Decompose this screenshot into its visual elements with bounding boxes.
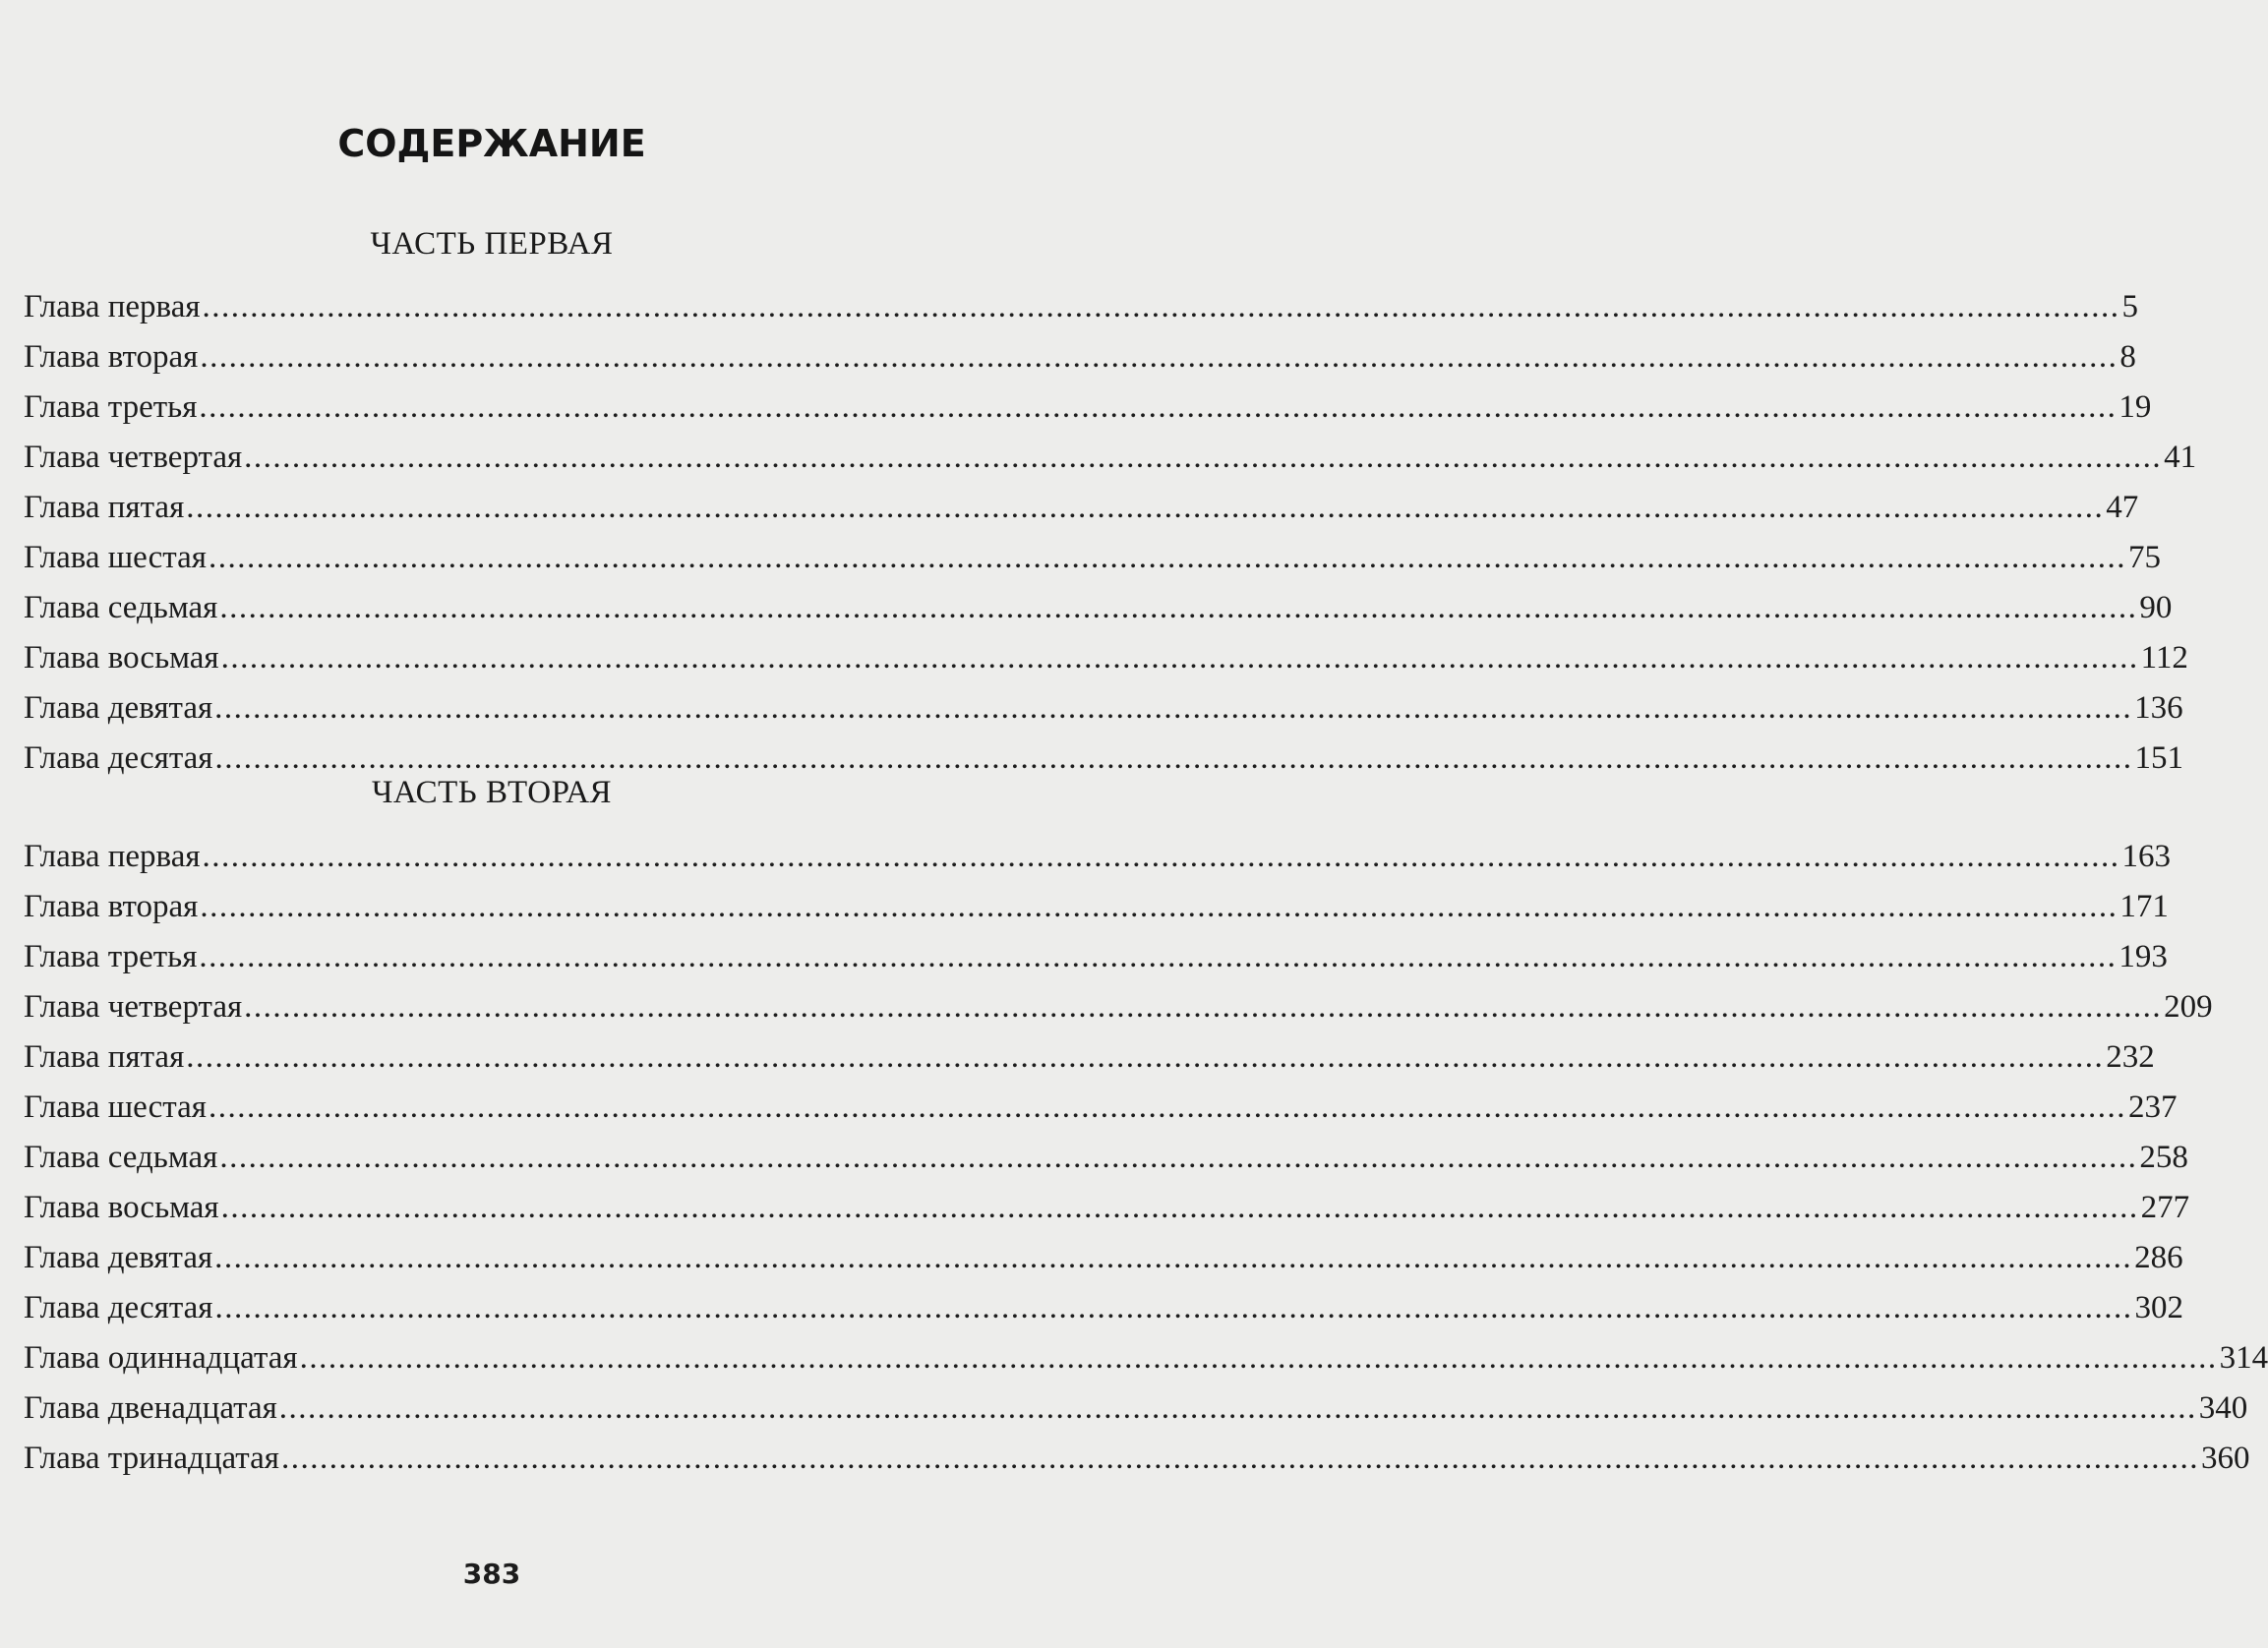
- toc-entry-page: 237: [2127, 1089, 2178, 1125]
- toc-entry-label: Глава одиннадцатая: [24, 1340, 298, 1376]
- dot-leader: ........................................................................................................................................................................................................: [220, 640, 2139, 676]
- dot-leader: ........................................................................................................................................................................................................: [202, 839, 2120, 874]
- toc-entry-page: 136: [2134, 690, 2183, 726]
- dot-leader: ........................................................................................................................................................................................................: [214, 1290, 2133, 1325]
- dot-leader: ........................................................................................................................................................................................................: [244, 989, 2163, 1025]
- toc-entry-page: 171: [2119, 889, 2169, 924]
- toc-entry-label: Глава шестая: [24, 1089, 207, 1125]
- toc-entry: [24, 1290, 2183, 1340]
- toc-entry-page: 151: [2134, 740, 2183, 776]
- dot-leader: ........................................................................................................................................................................................................: [219, 590, 2138, 625]
- toc-entry: [24, 1240, 2183, 1290]
- toc-entry-label: Глава двенадцатая: [24, 1390, 277, 1426]
- toc-entry-page: 193: [2119, 939, 2168, 974]
- page-number: 383: [462, 1558, 521, 1590]
- toc-entry-page: 8: [2119, 339, 2136, 375]
- toc-entry-label: Глава десятая: [24, 740, 213, 776]
- dot-leader: ........................................................................................................................................................................................................: [199, 939, 2118, 974]
- toc-entry-page: 340: [2198, 1390, 2248, 1426]
- toc-entry-page: 302: [2134, 1290, 2183, 1325]
- page-title: СОДЕРЖАНИЕ: [337, 122, 646, 165]
- toc-entry-page: 47: [2106, 490, 2139, 525]
- toc-entry: [24, 1441, 2250, 1491]
- toc-entry-label: Глава пятая: [24, 1039, 185, 1075]
- toc-entry: [24, 1140, 2188, 1190]
- dot-leader: ........................................................................................................................................................................................................: [214, 690, 2133, 726]
- dot-leader: ........................................................................................................................................................................................................: [280, 1441, 2199, 1476]
- toc-entry-label: Глава восьмая: [24, 640, 219, 676]
- toc-entry: [24, 339, 2136, 389]
- toc-entry: [24, 389, 2152, 440]
- toc-entry-label: Глава четвертая: [24, 440, 243, 475]
- toc-entry: [24, 939, 2168, 989]
- toc-entry-label: Глава третья: [24, 939, 198, 974]
- toc-entry-page: 232: [2106, 1039, 2155, 1075]
- dot-leader: ........................................................................................................................................................................................................: [219, 1140, 2138, 1175]
- toc-entry: [24, 690, 2183, 740]
- toc-entry-label: Глава вторая: [24, 339, 199, 375]
- toc-entry: [24, 1340, 2268, 1390]
- dot-leader: ........................................................................................................................................................................................................: [186, 490, 2105, 525]
- toc-entry-label: Глава седьмая: [24, 590, 218, 625]
- toc-entry-label: Глава девятая: [24, 1240, 213, 1275]
- toc-entry-page: 41: [2164, 440, 2197, 475]
- dot-leader: ........................................................................................................................................................................................................: [214, 740, 2133, 776]
- toc-entry: [24, 1390, 2248, 1441]
- toc-entry: [24, 1039, 2155, 1089]
- toc-entry: [24, 640, 2188, 690]
- toc-entry-page: 209: [2164, 989, 2213, 1025]
- toc-entry-label: Глава первая: [24, 289, 201, 324]
- dot-leader: ........................................................................................................................................................................................................: [278, 1390, 2197, 1426]
- toc-entry-label: Глава четвертая: [24, 989, 243, 1025]
- toc-entry-page: 360: [2200, 1441, 2250, 1476]
- toc-entry: [24, 1190, 2190, 1240]
- dot-leader: ........................................................................................................................................................................................................: [202, 289, 2120, 324]
- dot-leader: ........................................................................................................................................................................................................: [208, 1089, 2126, 1125]
- dot-leader: ........................................................................................................................................................................................................: [200, 889, 2119, 924]
- toc-entry-label: Глава девятая: [24, 690, 213, 726]
- dot-leader: ........................................................................................................................................................................................................: [299, 1340, 2218, 1376]
- toc-entry-page: 286: [2134, 1240, 2183, 1275]
- dot-leader: ........................................................................................................................................................................................................: [208, 540, 2126, 575]
- part-two-heading: ЧАСТЬ ВТОРАЯ: [371, 775, 613, 810]
- dot-leader: ........................................................................................................................................................................................................: [214, 1240, 2133, 1275]
- toc-entry-page: 112: [2140, 640, 2188, 676]
- toc-entry-page: 314: [2219, 1340, 2268, 1376]
- toc-entry-label: Глава восьмая: [24, 1190, 219, 1225]
- toc-entry-label: Глава тринадцатая: [24, 1441, 279, 1476]
- toc-entry-label: Глава вторая: [24, 889, 199, 924]
- toc-part-one: [24, 289, 2197, 791]
- toc-entry-label: Глава первая: [24, 839, 201, 874]
- toc-entry-label: Глава шестая: [24, 540, 207, 575]
- toc-entry: [24, 590, 2173, 640]
- dot-leader: ........................................................................................................................................................................................................: [199, 389, 2118, 425]
- toc-entry: [24, 989, 2213, 1039]
- toc-entry: [24, 540, 2161, 590]
- dot-leader: ........................................................................................................................................................................................................: [186, 1039, 2105, 1075]
- toc-entry-page: 90: [2139, 590, 2173, 625]
- toc-entry-label: Глава десятая: [24, 1290, 213, 1325]
- toc-part-two: [24, 839, 2268, 1491]
- toc-entry-page: 258: [2139, 1140, 2188, 1175]
- toc-entry: [24, 839, 2172, 889]
- dot-leader: ........................................................................................................................................................................................................: [200, 339, 2119, 375]
- dot-leader: ........................................................................................................................................................................................................: [244, 440, 2163, 475]
- toc-entry-label: Глава седьмая: [24, 1140, 218, 1175]
- toc-entry-page: 75: [2127, 540, 2161, 575]
- toc-entry-page: 19: [2119, 389, 2152, 425]
- toc-entry-page: 277: [2140, 1190, 2190, 1225]
- dot-leader: ........................................................................................................................................................................................................: [220, 1190, 2139, 1225]
- toc-entry-page: 163: [2121, 839, 2172, 874]
- toc-entry-page: 5: [2121, 289, 2139, 324]
- toc-entry: [24, 490, 2139, 540]
- toc-entry: [24, 440, 2197, 490]
- part-one-heading: ЧАСТЬ ПЕРВАЯ: [370, 226, 614, 262]
- toc-entry-label: Глава третья: [24, 389, 198, 425]
- toc-entry: [24, 289, 2139, 339]
- toc-entry-label: Глава пятая: [24, 490, 185, 525]
- toc-entry: [24, 889, 2169, 939]
- toc-entry: [24, 1089, 2178, 1140]
